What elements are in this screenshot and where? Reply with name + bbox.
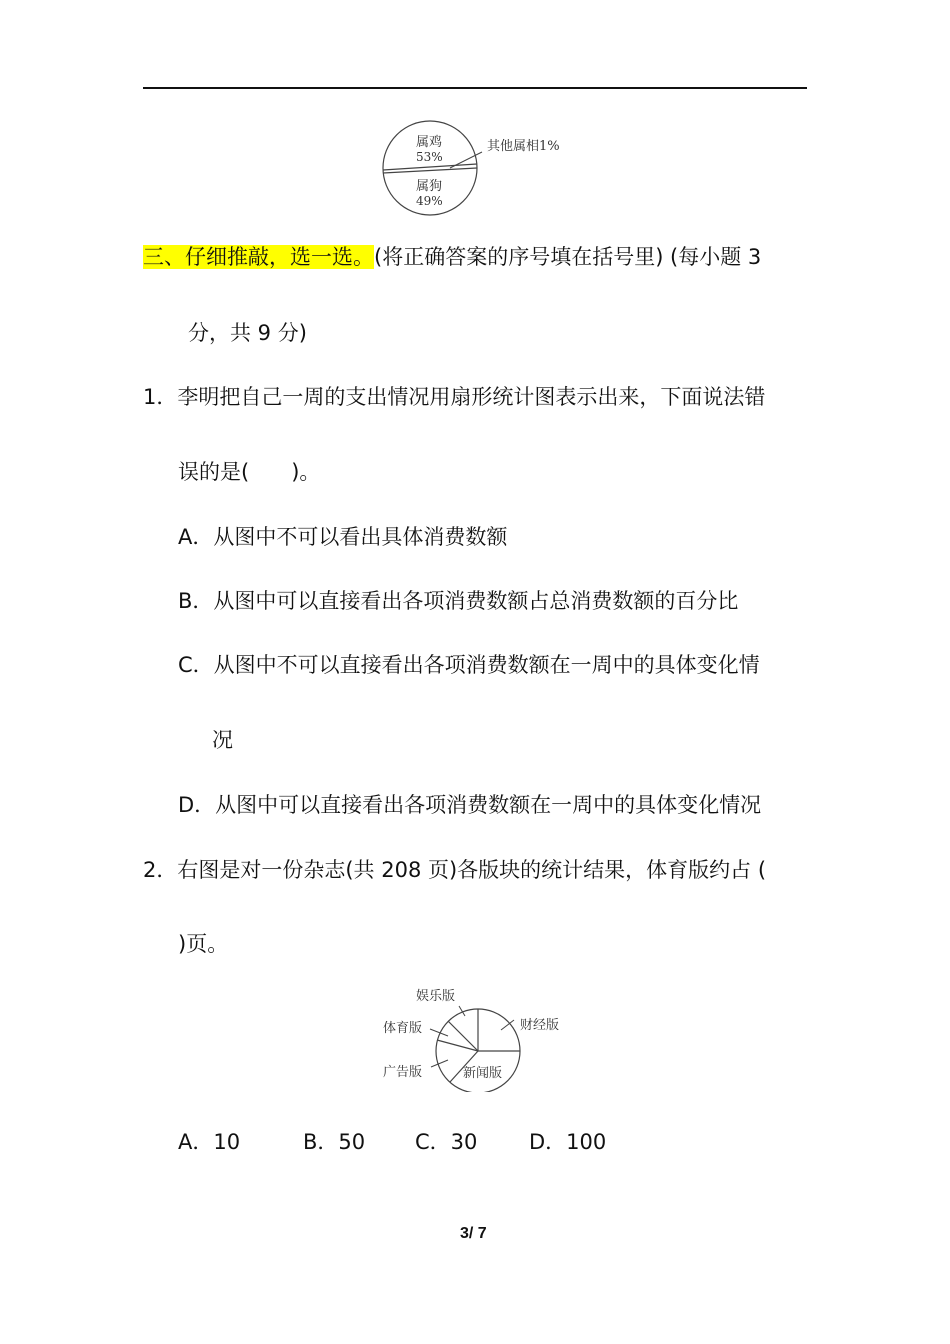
q1-option-a[interactable]: A．从图中不可以看出具体消费数额 bbox=[178, 525, 508, 549]
zodiac-pie-chart bbox=[370, 118, 580, 218]
q2-option-b[interactable]: B．50 bbox=[303, 1130, 366, 1154]
slice-label-entertainment: 娱乐版 bbox=[416, 989, 456, 1004]
q1-option-d[interactable]: D．从图中可以直接看出各项消费数额在一周中的具体变化情况 bbox=[178, 793, 762, 817]
slice-label-news: 新闻版 bbox=[463, 1066, 503, 1081]
slice-label-sports: 体育版 bbox=[383, 1021, 423, 1036]
leader-ad bbox=[431, 1060, 448, 1067]
section-heading bbox=[143, 243, 761, 271]
magazine-pie-chart bbox=[375, 982, 580, 1092]
section-instruction-cont: 分，共 9 分) bbox=[188, 321, 307, 345]
page-number: 3/ 7 bbox=[460, 1225, 487, 1242]
slice-label-finance: 财经版 bbox=[520, 1018, 560, 1033]
q2-stem-cont: )页。 bbox=[178, 932, 229, 956]
q1-option-c[interactable]: C．从图中不可以直接看出各项消费数额在一周中的具体变化情 bbox=[178, 653, 760, 677]
section-title: 三、仔细推敲，选一选。 bbox=[143, 245, 374, 269]
slice-label-dog: 属狗 bbox=[416, 179, 443, 194]
q2-option-a[interactable]: A．10 bbox=[178, 1130, 241, 1154]
q2-stem: 2．右图是对一份杂志(共 208 页)各版块的统计结果，体育版约占 ( bbox=[143, 858, 767, 882]
q2-option-d[interactable]: D．100 bbox=[529, 1130, 607, 1154]
q1-stem: 1．李明把自己一周的支出情况用扇形统计图表示出来，下面说法错 bbox=[143, 385, 766, 409]
slice-annotation-other: 其他属相1% bbox=[487, 139, 560, 154]
header-rule bbox=[143, 87, 807, 89]
section-instruction: (将正确答案的序号填在括号里) (每小题 3 bbox=[374, 245, 762, 269]
slice-label-rooster: 属鸡 bbox=[416, 135, 443, 150]
q2-option-c[interactable]: C．30 bbox=[415, 1130, 478, 1154]
q1-stem-cont: 误的是( )。 bbox=[178, 460, 321, 484]
slice-value-dog: 49% bbox=[416, 194, 443, 208]
q1-option-b[interactable]: B．从图中可以直接看出各项消费数额占总消费数额的百分比 bbox=[178, 589, 739, 613]
slice-value-rooster: 53% bbox=[416, 150, 443, 164]
slice-label-ad: 广告版 bbox=[383, 1065, 423, 1080]
q1-option-c-cont: 况 bbox=[212, 728, 233, 752]
